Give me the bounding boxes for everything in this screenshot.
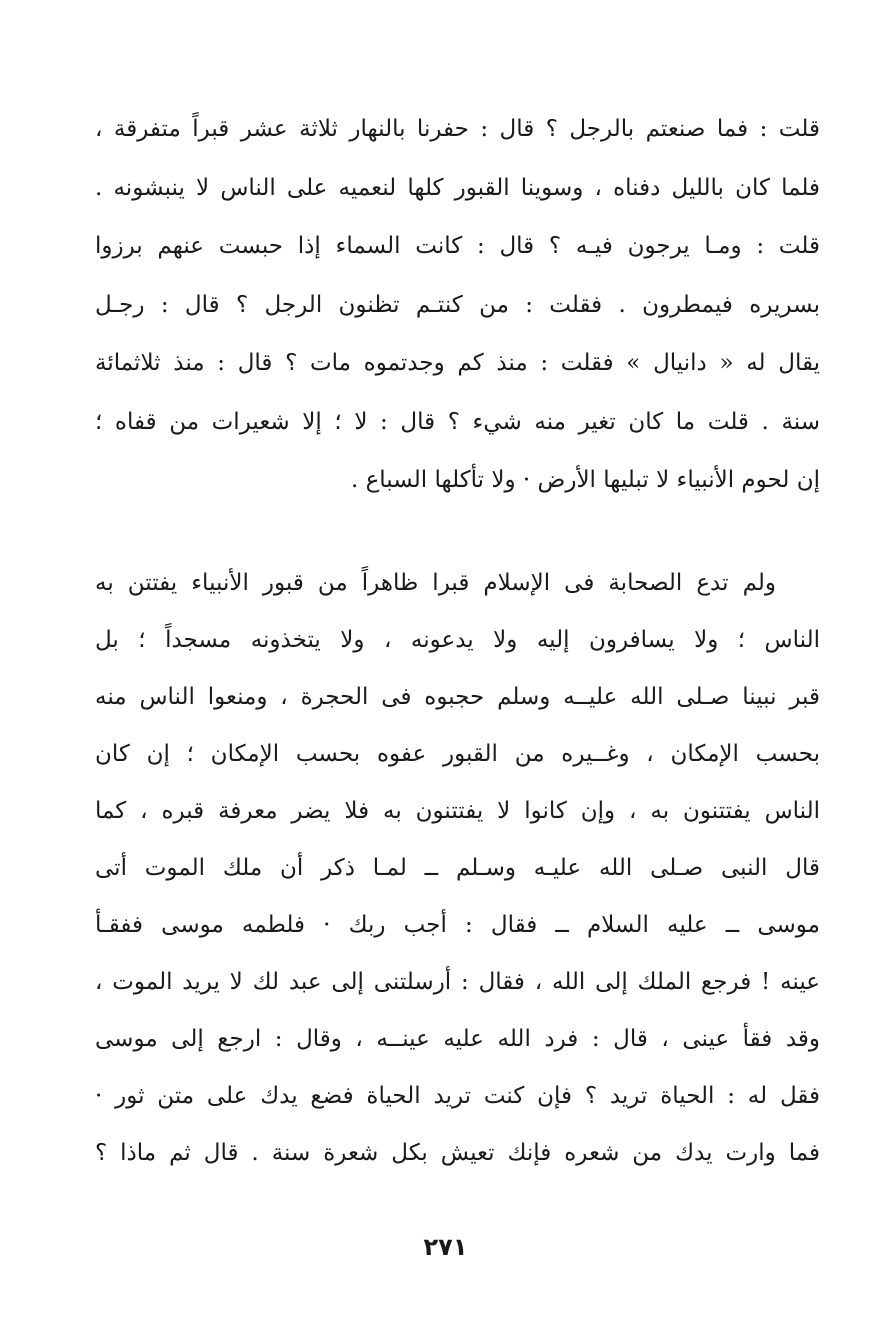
paragraph-line: بحسب الإمكان ، وغــيره من القبور عفوه بحسب الإمكان ؛ إن كان [95,741,820,767]
paragraph-line: يقال له « دانيال » فقلت : منذ كم وجدتموه مات ؟ قال : منذ ثلاثمائة [95,350,820,376]
page-number: ٢٧١ [423,1233,468,1261]
paragraph-line: فما وارت يدك من شعره فإنك تعيش بكل شعرة سنة . قال ثم ماذا ؟ [95,1140,820,1166]
paragraph-line: ولم تدع الصحابة فى الإسلام قبرا ظاهراً من قبور الأنبياء يفتتن به [95,570,776,596]
paragraph-line: فقل له : الحياة تريد ؟ فإن كنت تريد الحياة فضع يدك على متن ثور · [95,1083,820,1109]
paragraph-line: فلما كان بالليل دفناه ، وسوينا القبور كلها لنعميه على الناس لا ينبشونه . [95,174,820,201]
paragraph-line: بسريره فيمطرون . فقلت : من كنتـم تظنون الرجل ؟ قال : رجـل [95,291,820,318]
paragraph-line: إن لحوم الأنبياء لا تبليها الأرض · ولا تأكلها السباع . [350,467,820,493]
paragraph-line: قلت : فما صنعتم بالرجل ؟ قال : حفرنا بالنهار ثلاثة عشر قبراً متفرقة ، [95,116,820,142]
paragraph-line: عينه ! فرجع الملك إلى الله ، فقال : أرسلتنى إلى عبد لك لا يريد الموت ، [95,969,820,995]
paragraph-1 [95,100,820,510]
paragraph-line: الناس يفتتنون به ، وإن كانوا لا يفتتنون به فلا يضر معرفة قبره ، كما [95,798,820,824]
paragraph-line: سنة . قلت ما كان تغير منه شيء ؟ قال : لا ؛ إلا شعيرات من قفاه ؛ [95,408,820,435]
paragraph-line: موسى ــ عليه السلام ــ فقال : أجب ربك · فلطمه موسى ففقـأ [95,912,820,938]
paragraph-line: قلت : ومـا يرجون فيـه ؟ قال : كانت السماء إذا حبست عنهم برزوا [95,233,820,259]
paragraph-2 [95,555,820,1182]
paragraph-line: الناس ؛ ولا يسافرون إليه ولا يدعونه ، ولا يتخذونه مسجداً ؛ بل [95,627,820,653]
paragraph-line: قال النبى صـلى الله عليـه وسـلم ــ لمـا ذكر أن ملك الموت أتى [95,855,820,881]
paragraph-line: وقد فقأ عينى ، قال : فرد الله عليه عينــه ، وقال : ارجع إلى موسى [95,1026,820,1052]
paragraph-line: قبر نبينا صـلى الله عليــه وسلم حجبوه فى الحجرة ، ومنعوا الناس منه [95,684,820,710]
